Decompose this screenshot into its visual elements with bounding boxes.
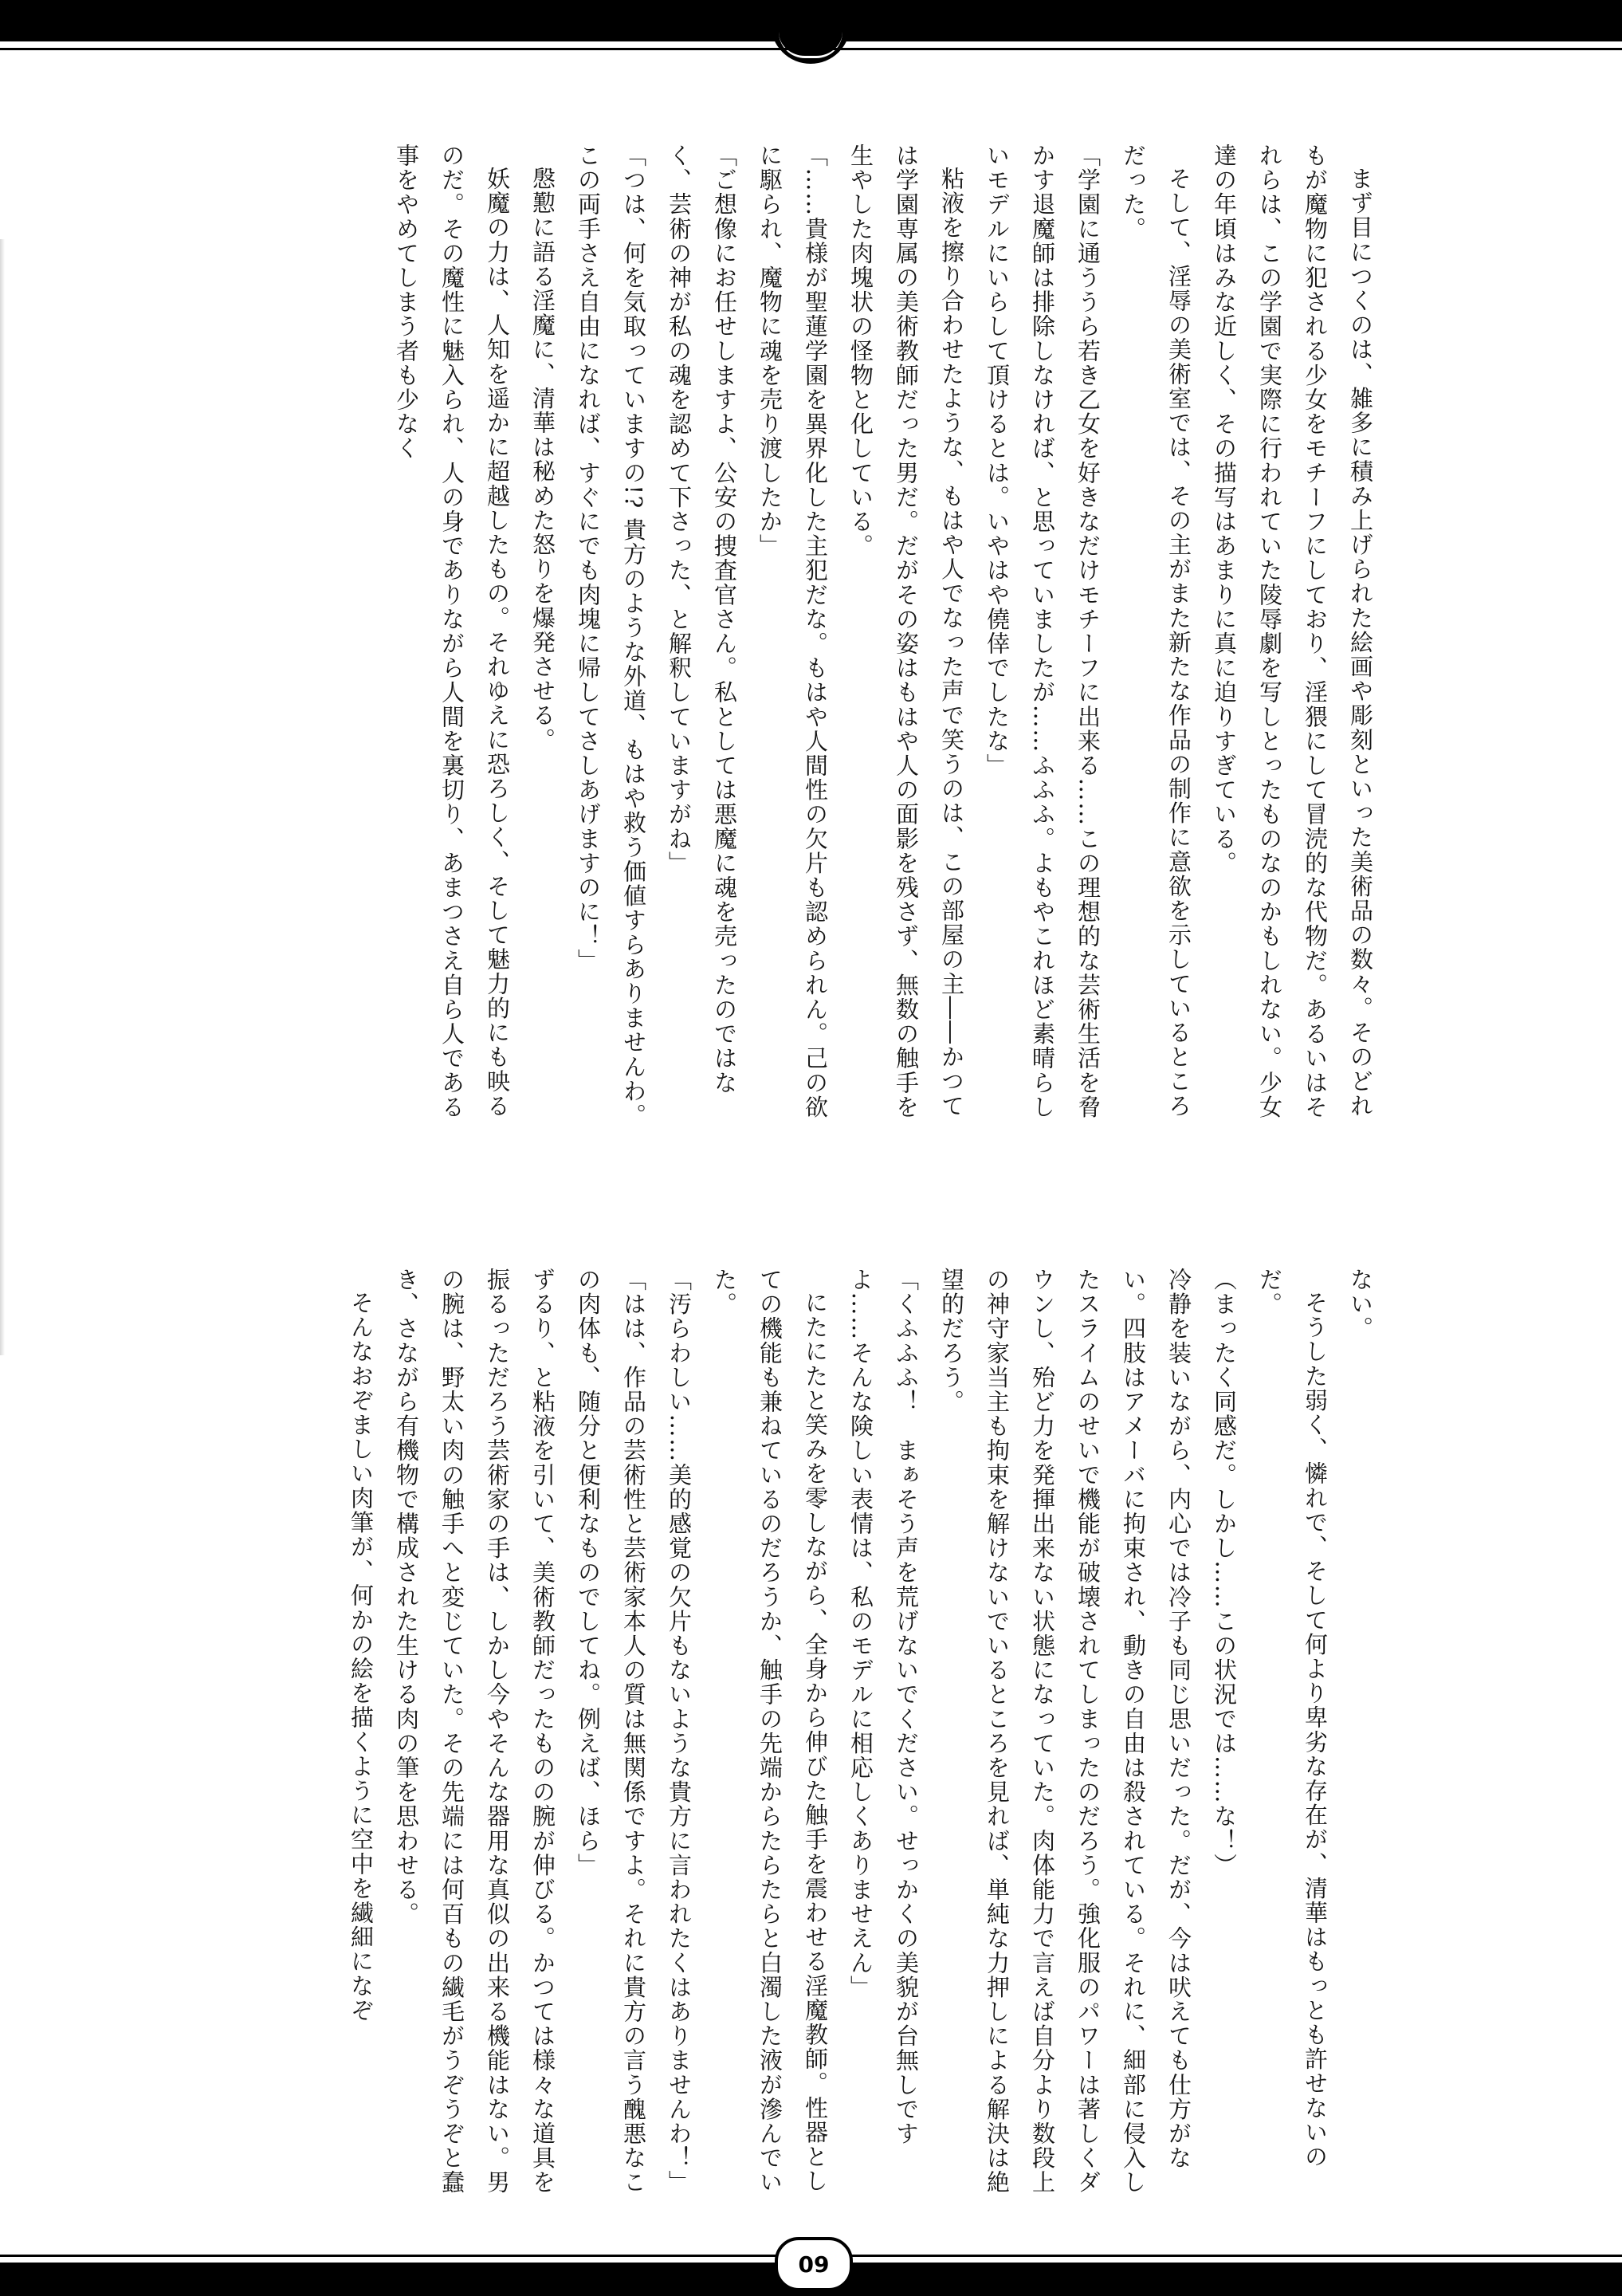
- paragraph: 粘液を擦り合わせたような、もはや人でなった声で笑うのは、この部屋の主――かつては学園専属の美術教師だった男だ。だがその姿はもはや人の面影を残さず、無数の触手を生やした肉塊状の怪物と化している。: [847, 144, 965, 1119]
- paragraph: にたにたと笑みを零しながら、全身から伸びた触手を震わせる淫魔教師。性器としての機能も兼ねているのだろうか、触手の先端からたらたらと白濁した液が滲んでいた。: [711, 1268, 829, 2195]
- dialogue: 「ご想像にお任せしますよ、公安の捜査官さん。私としては悪魔に魂を売ったのではなく、芸術の神が私の魂を認めて下さった、と解釈していますがね」: [666, 144, 738, 1095]
- inner-thought: （まったく同感だ。しかし……この状況では……な！）: [1211, 1268, 1238, 1877]
- paragraph: まず目につくのは、雑多に積み上げられた絵画や彫刻といった美術品の数々。そのどれもが魔物に犯される少女をモチーフにしており、淫猥にして冒涜的な代物だ。あるいはそれらは、この学園で実際に行われていた陵辱劇を写しとったものなのかもしれない。少女達の年頃はみな近しく、その描写はあまりに真に迫りすぎている。: [1211, 144, 1374, 1119]
- dialogue: 「くふふふ！ まぁそう声を荒げないでください。せっかくの美貌が台無しですよ……そんな険しい表情は、私のモデルに相応しくありませえん」: [847, 1268, 920, 2146]
- text-block-lower: [139, 1268, 1383, 2208]
- paragraph: そうした弱く、憐れで、そして何より卑劣な存在が、清華はもっとも許せないのだ。: [1256, 1268, 1329, 2169]
- paragraph: 慇懃に語る淫魔に、清華は秘めた怒りを爆発させる。: [529, 167, 556, 753]
- paragraph: 冷静を装いながら、内心では冷子も同じ思いだった。だが、今は吠えても仕方がない。四肢はアメーバに拘束され、動きの自由は殺されている。それに、細部に侵入したスライムのせいで機能が破壊されてしまったのだろう。強化服のパワーは著しくダウンし、殆ど力を発揮出来ない状態になっていた。肉体能力で言えば自分より数段上の神守家当主も拘束を解けないでいるところを見れば、単純な力押しによる解決は絶望的だろう。: [938, 1268, 1192, 2195]
- top-border-rule: [0, 48, 1622, 50]
- text-block-upper: [139, 144, 1383, 1132]
- paragraph: 妖魔の力は、人知を遥かに超越したもの。それゆえに恐ろしく、そして魅力的にも映るのだ。その魔性に魅入られ、人の身でありながら人間を裏切り、あまつさえ自ら人である事をやめてしまう者も少なく: [393, 144, 511, 1119]
- scan-shadow: [0, 239, 5, 1355]
- top-border-ornament: [771, 24, 850, 64]
- dialogue: 「つは、何を気取っていますの!? 貴方のような外道、もはや救う価値すらありませんわ。この両手さえ自由になれば、すぐにでも肉塊に帰してさしあげますのに！」: [575, 144, 647, 1128]
- paragraph: そして、淫辱の美術室では、その主がまた新たな作品の制作に意欲を示しているところだった。: [1120, 144, 1192, 1119]
- paragraph: ずるり、と粘液を引いて、美術教師だったものの腕が伸びる。かつては様々な道具を振るっただろう芸術家の手は、しかし今やそんな器用な真似の出来る機能はない。男の腕は、野太い肉の触手へと変じていた。その先端には何百もの繊毛がうぞうぞと蠢き、さながら有機物で構成された生ける肉の筆を思わせる。: [393, 1268, 556, 2195]
- dialogue: 「汚らわしい……美的感覚の欠片もないような貴方に言われたくはありませんわ！」: [666, 1268, 693, 2195]
- paragraph: ない。: [1347, 1268, 1374, 1341]
- paragraph: そんなおぞましい肉筆が、何かの絵を描くように空中を繊細になぞ: [348, 1291, 375, 2023]
- dialogue: 「……貴様が聖蓮学園を異界化した主犯だな。もはや人間性の欠片も認められん。己の欲に駆られ、魔物に魂を売り渡したか」: [756, 144, 829, 1119]
- page-number: 09: [775, 2237, 853, 2291]
- dialogue: 「はは、作品の芸術性と芸術家本人の質は無関係ですよ。それに貴方の言う醜悪なこの肉体も、随分と便利なものでしてね。例えば、ほら」: [575, 1268, 647, 2195]
- dialogue: 「学園に通ううら若き乙女を好きなだけモチーフに出来る……この理想的な芸術生活を脅かす退魔師は排除しなければ、と思っていましたが……ふふふ。よもやこれほど素晴らしいモデルにいらして頂けるとは。いやはや僥倖でしたな」: [984, 144, 1102, 1119]
